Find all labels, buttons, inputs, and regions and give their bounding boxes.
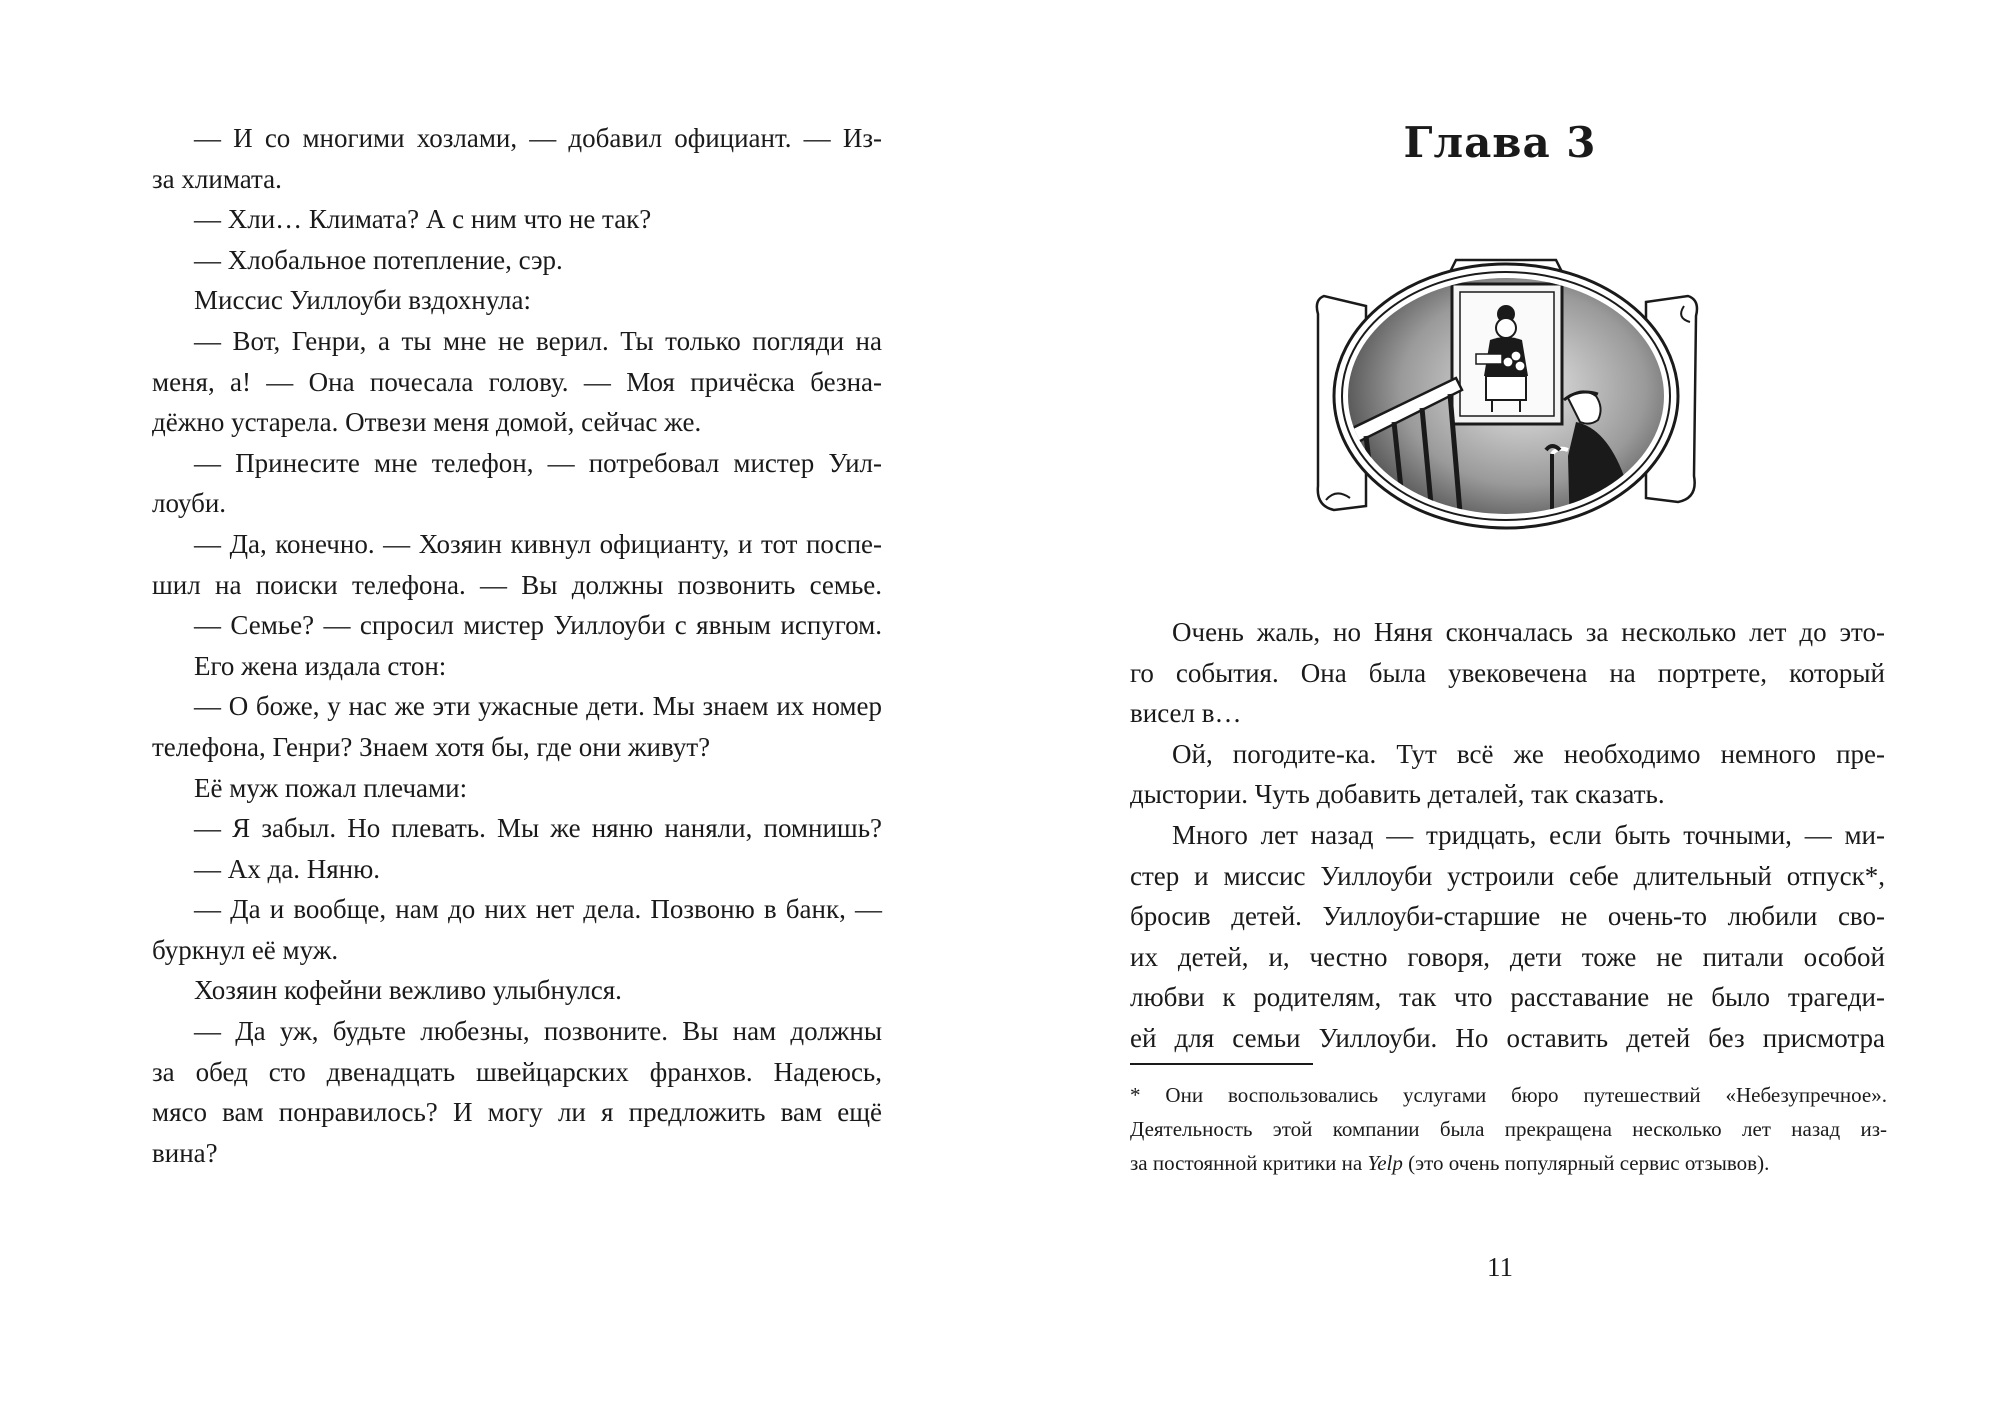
text-line: меня, а! — Она почесала голову. — Моя причёска безна- bbox=[152, 366, 882, 397]
text-line: шил на поиски телефона. — Вы должны позвонить семье. bbox=[152, 569, 882, 600]
text-line: стер и миссис Уиллоуби устроили себе длительный отпуск*, bbox=[1130, 860, 1885, 891]
text-line: — Да уж, будьте любезны, позвоните. Вы нам должны bbox=[194, 1016, 882, 1047]
text-line: — Я забыл. Но плевать. Мы же няню наняли, помнишь? bbox=[194, 813, 882, 844]
text-line: Хозяин кофейни вежливо улыбнулся. bbox=[194, 975, 622, 1006]
text-line: Много лет назад — тридцать, если быть точными, — ми- bbox=[1172, 819, 1885, 850]
text-line: Очень жаль, но Няня скончалась за несколько лет до это- bbox=[1172, 617, 1885, 647]
footnote-line: * Они воспользовались услугами бюро путешествий «Небезупречное». bbox=[1130, 1083, 1887, 1107]
text-line: го события. Она была увековечена на портрете, который bbox=[1130, 657, 1885, 688]
text-line: их детей, и, честно говоря, дети тоже не питали особой bbox=[1130, 941, 1885, 972]
text-line: телефона, Генри? Знаем хотя бы, где они живут? bbox=[152, 731, 711, 762]
text-line: ей для семьи Уиллоуби. Но оставить детей без присмотра bbox=[1130, 1022, 1885, 1053]
text-line: Ой, погодите-ка. Тут всё же необходимо немного пре- bbox=[1172, 738, 1885, 769]
text-line: бросив детей. Уиллоуби-старшие не очень-то любили сво- bbox=[1130, 901, 1885, 932]
footnote-line: Деятельность этой компании была прекращена несколько лет назад из- bbox=[1130, 1117, 1887, 1141]
text-line: за хлимата. bbox=[152, 163, 282, 194]
footnote-line bbox=[1130, 1146, 1887, 1180]
text-line: любви к родителям, так что расставание не было трагеди- bbox=[1130, 982, 1885, 1013]
text-line: — Хлобальное потепление, сэр. bbox=[194, 244, 563, 275]
footnote-text: за постоянной критики на bbox=[1130, 1151, 1368, 1175]
text-line: — Семье? — спросил мистер Уиллоуби с явным испугом. bbox=[194, 610, 882, 641]
text-line: буркнул её муж. bbox=[152, 934, 339, 965]
text-line: — Вот, Генри, а ты мне не верил. Ты только погляди на bbox=[194, 325, 882, 356]
text-line: дыстории. Чуть добавить деталей, так сказать. bbox=[1130, 779, 1665, 810]
text-line: висел в… bbox=[1130, 698, 1242, 729]
page-number: 11 bbox=[1487, 1252, 1513, 1282]
right-page-text bbox=[1130, 612, 1885, 1059]
text-line: — Принесите мне телефон, — потребовал мистер Уил- bbox=[194, 447, 882, 478]
text-line: — Хли… Климата? А с ним что не так? bbox=[194, 204, 652, 235]
text-line: — Ах да. Няню. bbox=[194, 853, 381, 884]
text-line: — Да и вообще, нам до них нет дела. Позвоню в банк, — bbox=[194, 894, 882, 925]
left-page-text bbox=[152, 118, 882, 1173]
text-line: Её муж пожал плечами: bbox=[194, 772, 468, 803]
footnote-italic-text: Yelp bbox=[1367, 1151, 1403, 1175]
text-line: — О боже, у нас же эти ужасные дети. Мы знаем их номер bbox=[194, 691, 882, 722]
text-line: лоуби. bbox=[152, 488, 227, 519]
text-line: — Да, конечно. — Хозяин кивнул официанту, и тот поспе- bbox=[194, 528, 882, 559]
text-line: Миссис Уиллоуби вздохнула: bbox=[194, 285, 532, 316]
text-line: мясо вам понравилось? И могу ли я предложить вам ещё bbox=[152, 1097, 882, 1128]
chapter-title: Глава 3 bbox=[1403, 118, 1597, 167]
footnote-divider bbox=[1130, 1063, 1313, 1065]
text-line: дёжно устарела. Отвези меня домой, сейчас же. bbox=[152, 407, 702, 438]
text-line: вина? bbox=[152, 1137, 218, 1168]
text-line: Его жена издала стон: bbox=[194, 650, 447, 681]
portrait-frame-illustration bbox=[1306, 236, 1706, 546]
right-page bbox=[1000, 0, 2000, 1405]
text-line: за обед сто двенадцать швейцарских франхов. Надеюсь, bbox=[152, 1056, 882, 1087]
footnote bbox=[1130, 1078, 1887, 1180]
text-line: — И со многими хозлами, — добавил официант. — Из- bbox=[194, 123, 882, 153]
footnote-text: (это очень популярный сервис отзывов). bbox=[1402, 1151, 1770, 1175]
